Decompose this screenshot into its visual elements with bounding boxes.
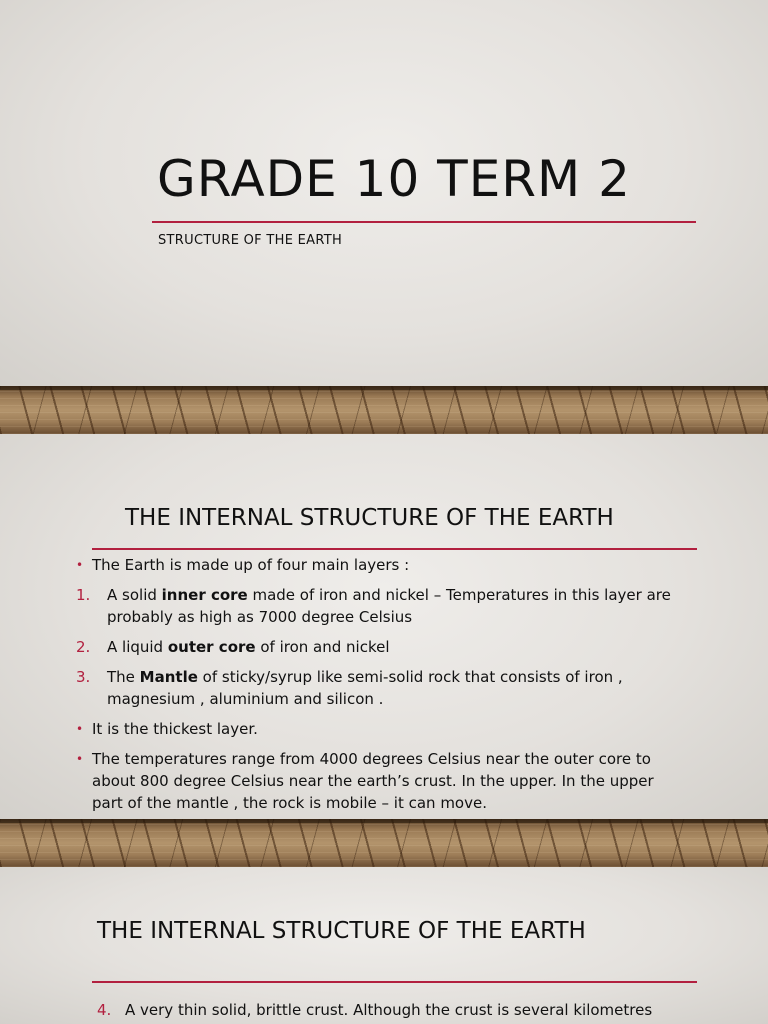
list-item <box>76 748 676 814</box>
slide-title <box>0 0 768 386</box>
list-item-text-post: of sticky/syrup like semi-solid rock that consists of iron , magnesium , aluminium and silicon . <box>107 668 623 708</box>
wood-floor-divider <box>0 819 768 867</box>
bullet-marker: • <box>76 752 84 766</box>
heading-divider <box>92 981 697 983</box>
list-item <box>76 636 676 658</box>
slide-heading: THE INTERNAL STRUCTURE OF THE EARTH <box>125 505 614 531</box>
title-divider <box>152 221 696 223</box>
list-item <box>76 554 676 576</box>
list-item-text-post: made of iron and nickel – Temperatures in this layer are probably as high as 7000 degree Celsius <box>107 586 671 626</box>
list-item <box>76 584 676 628</box>
list-item-text-pre: A liquid <box>107 638 168 656</box>
list-item-text: It is the thickest layer. <box>92 720 258 738</box>
bullet-marker: • <box>76 722 84 736</box>
list-item-keyword: inner core <box>161 586 248 604</box>
slide-title-text: GRADE 10 TERM 2 <box>157 150 631 208</box>
wood-floor-divider <box>0 386 768 434</box>
list-item <box>76 666 676 710</box>
number-marker: 3. <box>76 668 91 686</box>
number-marker: 4. <box>97 1001 112 1019</box>
list-item-text: A very thin solid, brittle crust. Although the crust is several kilometres <box>125 1001 653 1019</box>
heading-divider <box>92 548 697 550</box>
slide-heading: THE INTERNAL STRUCTURE OF THE EARTH <box>97 918 586 944</box>
layer-list <box>76 554 676 814</box>
bullet-marker: • <box>76 558 84 572</box>
list-item <box>76 718 676 740</box>
slide-internal-structure-1 <box>0 434 768 819</box>
list-item-text-pre: A solid <box>107 586 162 604</box>
list-item-keyword: Mantle <box>139 668 198 686</box>
list-item-text-post: of iron and nickel <box>255 638 390 656</box>
layer-list <box>97 999 687 1021</box>
list-item-text: The Earth is made up of four main layers : <box>92 556 410 574</box>
slide-subtitle: STRUCTURE OF THE EARTH <box>158 233 343 248</box>
number-marker: 2. <box>76 638 91 656</box>
list-item <box>97 999 687 1021</box>
list-item-text-pre: The <box>107 668 140 686</box>
list-item-keyword: outer core <box>167 638 256 656</box>
list-item-text: The temperatures range from 4000 degrees Celsius near the outer core to about 800 degree Celsius near the earth’s crust. In the upper. In the upper part of the mantle , the rock is mobile – it can move. <box>92 750 654 812</box>
number-marker: 1. <box>76 586 91 604</box>
slide-internal-structure-2 <box>0 867 768 1024</box>
